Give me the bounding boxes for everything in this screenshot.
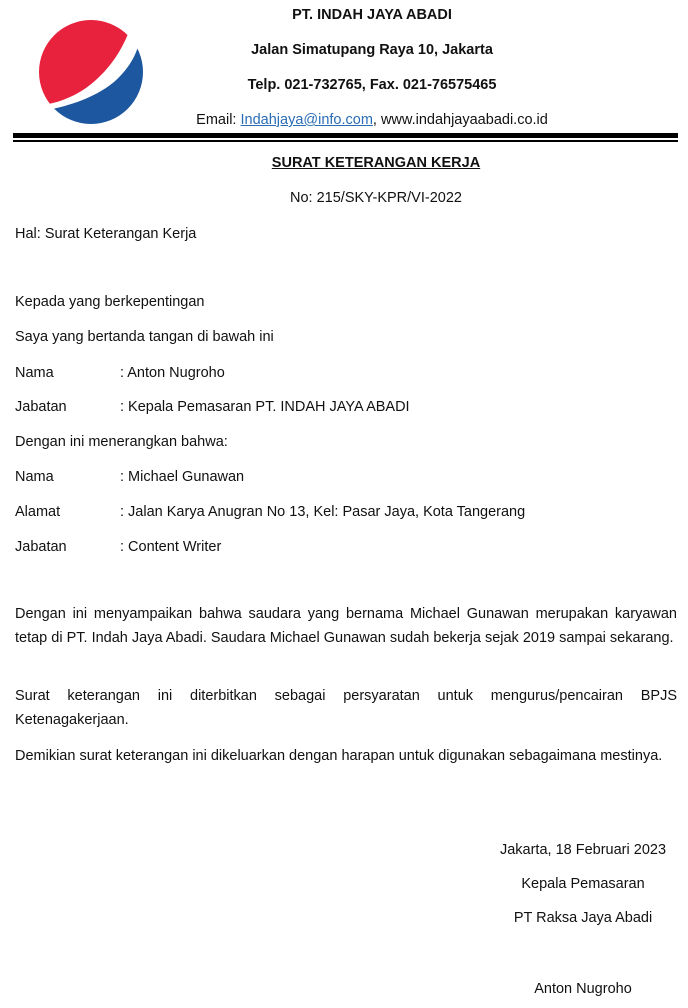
signer-intro: Saya yang bertanda tangan di bawah ini — [15, 329, 274, 345]
website-text: , www.indahjayaabadi.co.id — [372, 112, 548, 128]
company-contact — [160, 112, 584, 128]
signer-position-value: : Kepala Pemasaran PT. INDAH JAYA ABADI — [120, 399, 410, 415]
body-paragraph-closing: Demikian surat keterangan ini dikeluarkan dengan harapan untuk digunakan sebagaimana mestinya. — [15, 748, 663, 764]
signature-name: Anton Nugroho — [534, 981, 632, 997]
email-label: Email: — [196, 112, 241, 128]
document-subject: Hal: Surat Keterangan Kerja — [15, 226, 197, 242]
company-name: PT. INDAH JAYA ABADI — [292, 7, 452, 23]
employee-name-value: : Michael Gunawan — [120, 469, 245, 485]
company-address: Jalan Simatupang Raya 10, Jakarta — [251, 42, 493, 58]
signature-place-date: Jakarta, 18 Februari 2023 — [499, 842, 667, 858]
employee-name-label: Nama — [15, 469, 54, 485]
employee-intro: Dengan ini menerangkan bahwa: — [15, 434, 228, 450]
salutation: Kepada yang berkepentingan — [15, 294, 205, 310]
globe-logo-icon — [36, 16, 146, 128]
document-title: SURAT KETERANGAN KERJA — [271, 155, 481, 171]
body-paragraph-employment: Dengan ini menyampaikan bahwa saudara yang bernama Michael Gunawan merupakan karyawan tetap di PT. Indah Jaya Abadi. Saudara Michael Gunawan sudah bekerja sejak 2019 sampai sekarang. — [15, 606, 677, 646]
email-link[interactable]: Indahjaya@info.com — [240, 112, 373, 128]
signer-name-value: : Anton Nugroho — [120, 365, 225, 381]
company-phone-fax: Telp. 021-732765, Fax. 021-76575465 — [247, 77, 497, 93]
employee-position-label: Jabatan — [15, 539, 67, 555]
employee-address-label: Alamat — [15, 504, 61, 520]
employee-position-value: : Content Writer — [120, 539, 222, 555]
document-number: No: 215/SKY-KPR/VI-2022 — [290, 190, 462, 206]
signature-position: Kepala Pemasaran — [521, 876, 645, 892]
signer-name-label: Nama — [15, 365, 54, 381]
letterhead-divider-thick — [13, 133, 678, 138]
body-paragraph-purpose: Surat keterangan ini diterbitkan sebagai persyaratan untuk mengurus/pencairan BPJS Ketenagakerjaan. — [15, 688, 677, 728]
letterhead-divider-thin — [13, 140, 678, 142]
signer-position-label: Jabatan — [15, 399, 67, 415]
signature-company: PT Raksa Jaya Abadi — [513, 910, 653, 926]
employee-address-value: : Jalan Karya Anugran No 13, Kel: Pasar Jaya, Kota Tangerang — [120, 504, 526, 520]
